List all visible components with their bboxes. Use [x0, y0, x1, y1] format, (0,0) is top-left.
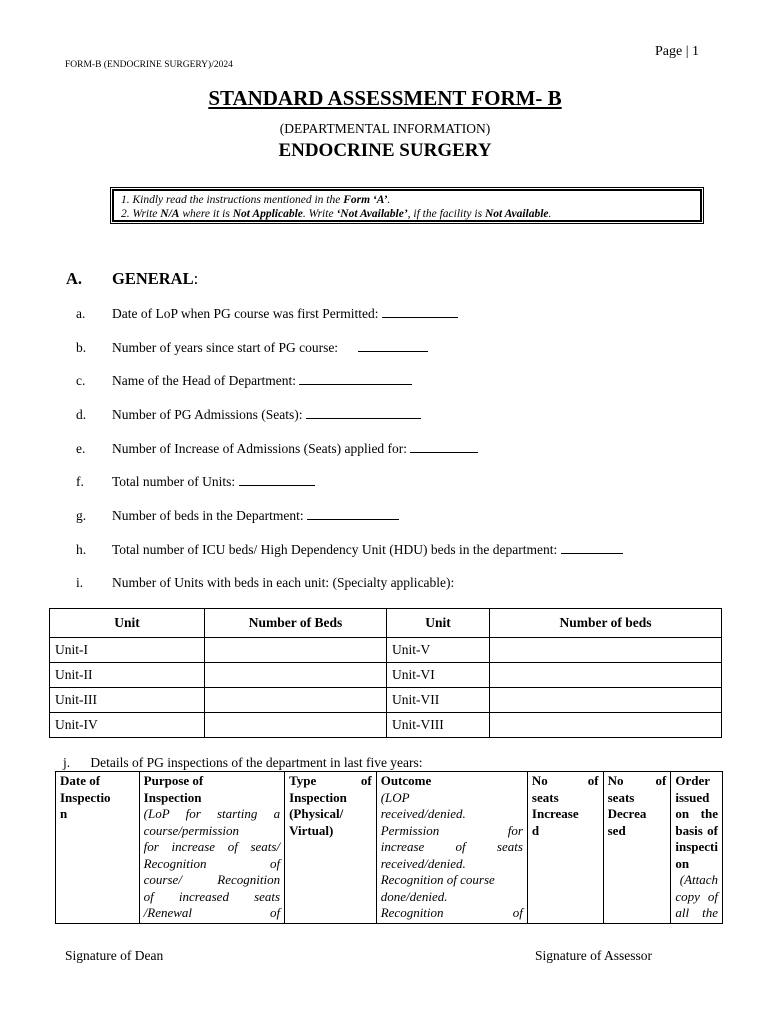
unit-name-cell: Unit-VIII — [387, 713, 490, 738]
answer-blank[interactable] — [382, 306, 458, 318]
beds-input-cell[interactable] — [205, 713, 387, 738]
answer-blank[interactable] — [239, 474, 315, 486]
department-name: ENDOCRINE SURGERY — [278, 140, 492, 161]
answer-blank[interactable] — [561, 542, 623, 554]
question-letter: b. — [76, 340, 87, 355]
question-letter: g. — [76, 508, 87, 523]
beds-input-cell[interactable] — [490, 638, 722, 663]
question-letter: f. — [76, 474, 84, 489]
beds-input-cell[interactable] — [205, 638, 387, 663]
table-row — [50, 688, 722, 713]
table-header-row — [50, 609, 722, 638]
page-number: Page | 1 — [655, 44, 700, 59]
question-first-permitted: Date of LoP when PG course was first Permitted: — [112, 306, 458, 322]
question-icu-hdu-beds: Total number of ICU beds/ High Dependency Unit (HDU) beds in the department: — [112, 542, 623, 558]
col-order-issued: Order issued on the basis of inspecti on (Attach copy of all the — [671, 772, 723, 924]
question-letter: h. — [76, 542, 87, 557]
question-letter: d. — [76, 407, 87, 422]
section-title: GENERAL: — [112, 269, 199, 288]
question-increase-admissions: Number of Increase of Admissions (Seats) applied for: — [112, 441, 478, 457]
beds-input-cell[interactable] — [205, 663, 387, 688]
question-total-units: Total number of Units: — [112, 474, 315, 490]
unit-name-cell: Unit-V — [387, 638, 490, 663]
table-row — [50, 713, 722, 738]
col-date-of-inspection: Date of Inspectio n — [56, 772, 140, 924]
question-units-with-beds: Number of Units with beds in each unit: (Specialty applicable): — [112, 575, 455, 590]
question-letter: e. — [76, 441, 86, 456]
beds-input-cell[interactable] — [490, 663, 722, 688]
form-title: STANDARD ASSESSMENT FORM- B — [208, 86, 562, 110]
beds-input-cell[interactable] — [490, 713, 722, 738]
column-header-unit: Unit — [50, 609, 205, 638]
col-type-of-inspection: Type of Inspection (Physical/ Virtual) — [285, 772, 377, 924]
column-header-number-of-beds: Number of Beds — [205, 609, 387, 638]
unit-name-cell: Unit-VI — [387, 663, 490, 688]
col-seats-increased: No of seats Increase d — [527, 772, 603, 924]
col-seats-decreased: No of seats Decrea sed — [603, 772, 671, 924]
section-letter: A. — [66, 269, 83, 288]
instructions-box — [112, 189, 702, 222]
question-pg-admissions: Number of PG Admissions (Seats): — [112, 407, 421, 423]
signature-dean: Signature of Dean — [65, 948, 164, 963]
answer-blank[interactable] — [306, 407, 421, 419]
table-row — [56, 772, 723, 924]
table-row — [50, 638, 722, 663]
question-letter: c. — [76, 373, 86, 388]
unit-name-cell: Unit-III — [50, 688, 205, 713]
answer-blank[interactable] — [410, 441, 478, 453]
answer-blank[interactable] — [307, 508, 399, 520]
column-header-number-of-beds: Number of beds — [490, 609, 722, 638]
inspections-table — [55, 771, 723, 924]
answer-blank[interactable] — [358, 340, 428, 352]
answer-blank[interactable] — [299, 373, 412, 385]
col-outcome: Outcome (LOP received/denied. Permission for increase of seats received/denied. Recognition of course done/denied. Recognition of — [376, 772, 527, 924]
unit-name-cell: Unit-VII — [387, 688, 490, 713]
unit-name-cell: Unit-II — [50, 663, 205, 688]
instruction-line-1: 1. Kindly read the instructions mentioned in the Form ‘A’. — [121, 194, 391, 206]
beds-input-cell[interactable] — [490, 688, 722, 713]
instruction-line-2: 2. Write N/A where it is Not Applicable. Write ‘Not Available’, if the facility is Not Available. — [121, 208, 552, 220]
question-head-of-department: Name of the Head of Department: — [112, 373, 412, 389]
form-subtitle: (DEPARTMENTAL INFORMATION) — [279, 121, 491, 136]
beds-input-cell[interactable] — [205, 688, 387, 713]
question-years-since-start: Number of years since start of PG course: — [112, 340, 428, 356]
col-purpose-of-inspection: Purpose of Inspection (LoP for starting a course/permission for increase of seats/ Recognition of course/ Recognition of increased seats /Renewal of — [139, 772, 284, 924]
units-beds-table — [49, 608, 722, 738]
unit-name-cell: Unit-IV — [50, 713, 205, 738]
unit-name-cell: Unit-I — [50, 638, 205, 663]
signature-assessor: Signature of Assessor — [535, 948, 652, 963]
form-code: FORM-B (ENDOCRINE SURGERY)/2024 — [65, 60, 233, 70]
column-header-unit: Unit — [387, 609, 490, 638]
question-letter: a. — [76, 306, 86, 321]
table-row — [50, 663, 722, 688]
inspections-label: j. Details of PG inspections of the department in last five years: — [63, 755, 423, 770]
question-beds-in-department: Number of beds in the Department: — [112, 508, 399, 524]
question-letter: i. — [76, 575, 84, 590]
